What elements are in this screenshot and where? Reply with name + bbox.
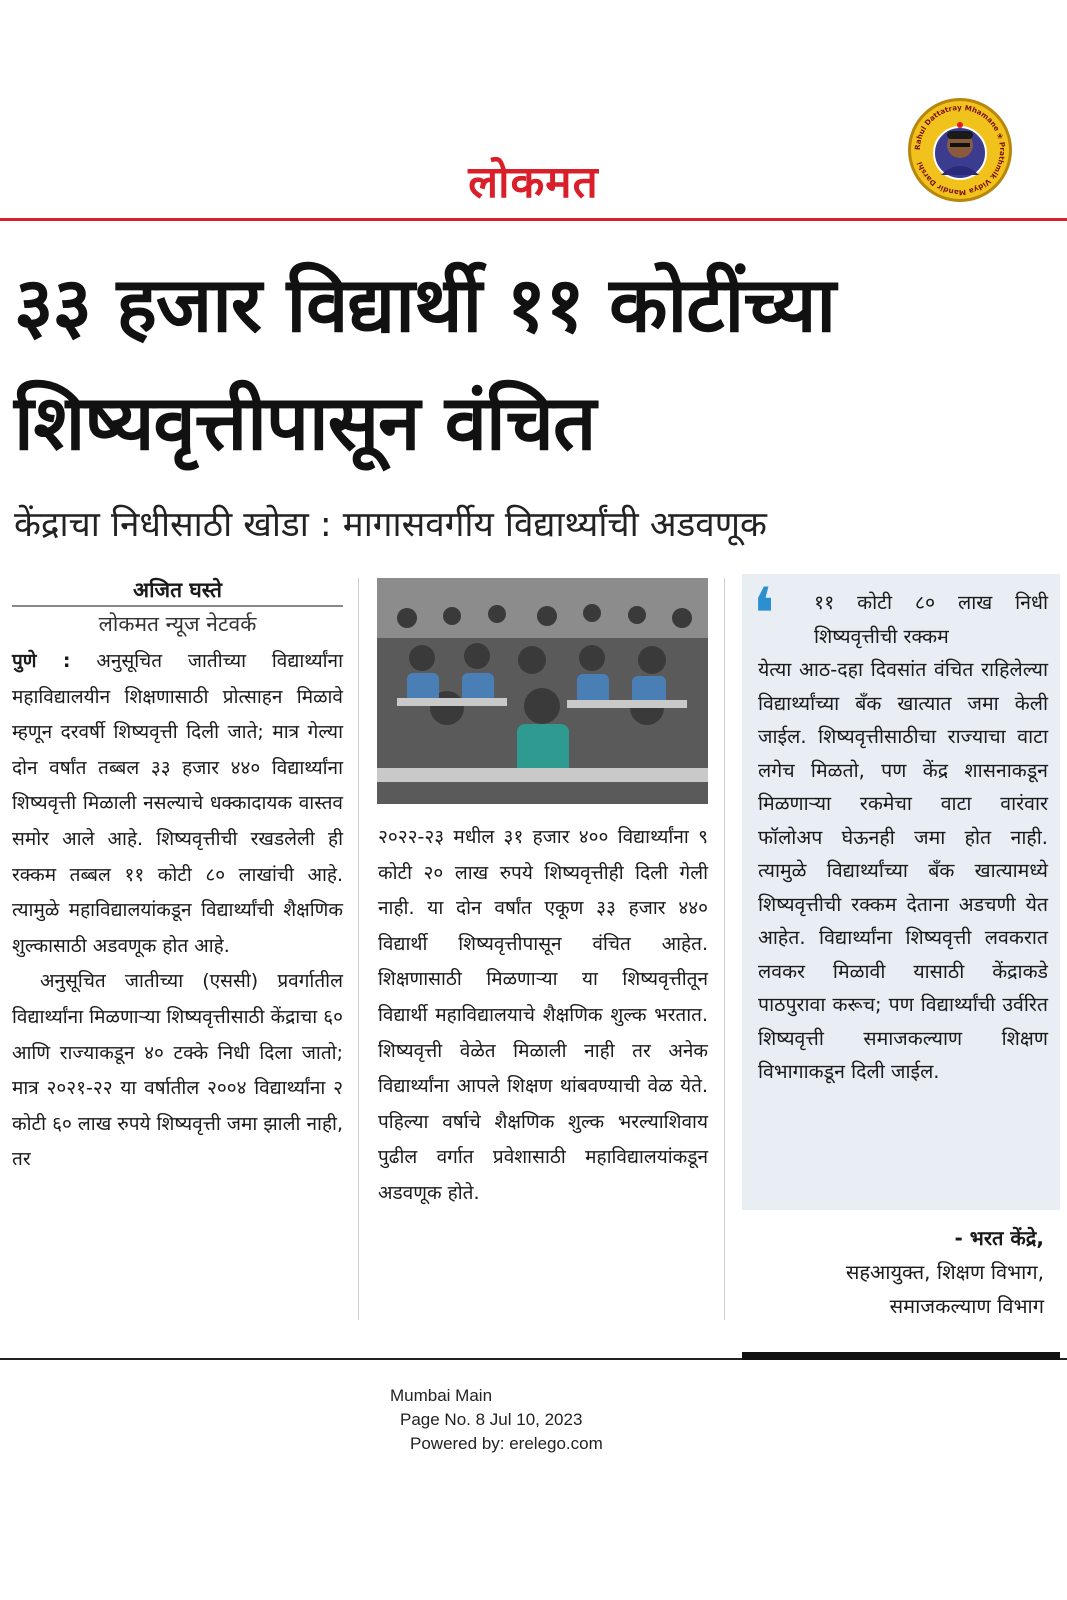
- news-agency: लोकमत न्यूज नेटवर्क: [98, 612, 257, 636]
- headline: [14, 246, 1054, 482]
- paragraph: २०२२-२३ मधील ३१ हजार ४०० विद्यार्थ्यांना ९ कोटी २० लाख रुपये शिष्यवृत्तीही दिली गेली नाही. या दोन वर्षांत एकूण ३३ हजार ४४० विद्यार्थी शिष्यवृत्तीपासून वंचित आहेत. शिक्षणासाठी मिळणाऱ्या या शिष्यवृत्तीतून विद्यार्थी महाविद्यालयाचे शैक्षणिक शुल्क भरतात. शिष्यवृत्ती वेळेत मिळाली नाही तर अनेक विद्यार्थ्यांना आपले शिक्षण थांबवण्याची वेळ येते. पहिल्या वर्षाचे शैक्षणिक शुल्क भरल्याशिवाय पुढील वर्गात प्रवेशासाठी महाविद्यालयांकडून अडवणूक होते.: [378, 826, 708, 1204]
- column-divider: [724, 578, 725, 1320]
- quote-attribution-role: सहआयुक्त, शिक्षण विभाग,: [845, 1260, 1044, 1284]
- headline-line-2: शिष्यवृत्तीपासून वंचित: [14, 378, 596, 467]
- powered-by-link[interactable]: Powered by: erelego.com: [410, 1434, 603, 1453]
- quote-text: [758, 586, 1048, 1089]
- dateline: पुणे :: [12, 650, 71, 672]
- paragraph-text: अनुसूचित जातीच्या विद्यार्थ्यांना महाविद्यालयीन शिक्षणासाठी प्रोत्साहन मिळावे म्हणून दरवर्षी शिष्यवृत्ती दिली जाते; मात्र गेल्या दोन वर्षांत तब्बल ३३ हजार ४४० विद्यार्थ्यांना शिष्यवृत्ती मिळाली नसल्याचे धक्कादायक वास्तव समोर आले आहे. शिष्यवृत्तीची रखडलेली ही रक्कम तब्बल ११ कोटी ८० लाखांची आहे. त्यामुळे महाविद्यालयांकडून विद्यार्थ्यांची शैक्षणिक शुल्कासाठी अडवणूक होत आहे.: [12, 650, 344, 957]
- column-divider: [358, 578, 359, 1320]
- headline-line-1: ३३ हजार विद्यार्थी ११ कोटींच्या: [14, 260, 836, 349]
- quote-mark-icon: ❛: [752, 572, 776, 656]
- badge-ring-text: Rahul Dattatray Mhamane ❀ Prathmik Vidya Mandir Darshi: [912, 102, 1008, 198]
- byline-divider: [12, 605, 343, 607]
- students-exam-photo: [377, 578, 708, 804]
- quote-attribution-name: - भरत केंद्रे,: [954, 1226, 1044, 1250]
- article-column-1: [12, 644, 343, 1178]
- page-number-date: Page No. 8 Jul 10, 2023: [400, 1410, 583, 1429]
- newspaper-masthead: लोकमत: [468, 157, 599, 208]
- quote-first-line: ११ कोटी ८० लाख निधी शिष्यवृत्तीची रक्कम: [814, 591, 1048, 648]
- subheadline: केंद्राचा निधीसाठी खोडा : मागासवर्गीय विद्यार्थ्यांची अडवणूक: [14, 505, 767, 545]
- page-bottom-bar: [742, 1352, 1060, 1360]
- masthead-divider: [0, 218, 1067, 221]
- paragraph: अनुसूचित जातीच्या (एससी) प्रवर्गातील विद्यार्थ्यांना मिळणाऱ्या शिष्यवृत्तीसाठी केंद्राचा ६० आणि राज्याकडून ४० टक्के निधी दिला जातो; मात्र २०२१-२२ या वर्षातील २००४ विद्यार्थ्यांना २ कोटी ६० लाख रुपये शिष्यवृत्ती जमा झाली नाही, तर: [12, 970, 343, 1171]
- quote-attribution-department: समाजकल्याण विभाग: [889, 1294, 1044, 1318]
- badge-ring-icon: [911, 101, 1009, 199]
- author-badge-logo: [908, 98, 1012, 202]
- edition-label: Mumbai Main: [390, 1386, 493, 1405]
- paragraph: [12, 644, 343, 964]
- quote-body: येत्या आठ-दहा दिवसांत वंचित राहिलेल्या विद्यार्थ्यांच्या बँक खात्यात जमा केली जाईल. शिष्यवृत्तीसाठीचा राज्याचा वाटा लगेच मिळतो, पण केंद्र शासनाकडून मिळणाऱ्या रकमेचा वाटा वारंवार फॉलोअप घेऊनही जमा होत नाही. त्यामुळे विद्यार्थ्यांच्या बँक खात्यामध्ये शिष्यवृत्तीची रक्कम देताना अडचणी येत आहेत. विद्यार्थ्यांना शिष्यवृत्ती लवकरात लवकर मिळावी यासाठी केंद्राकडे पाठपुरावा करूच; पण विद्यार्थ्यांची उर्वरित शिष्यवृत्ती समाजकल्याण शिक्षण विभागाकडून दिली जाईल.: [758, 658, 1048, 1083]
- byline: अजित घस्ते: [133, 578, 222, 602]
- exam-hall-image-icon: [377, 578, 708, 804]
- article-column-2: [378, 820, 708, 1212]
